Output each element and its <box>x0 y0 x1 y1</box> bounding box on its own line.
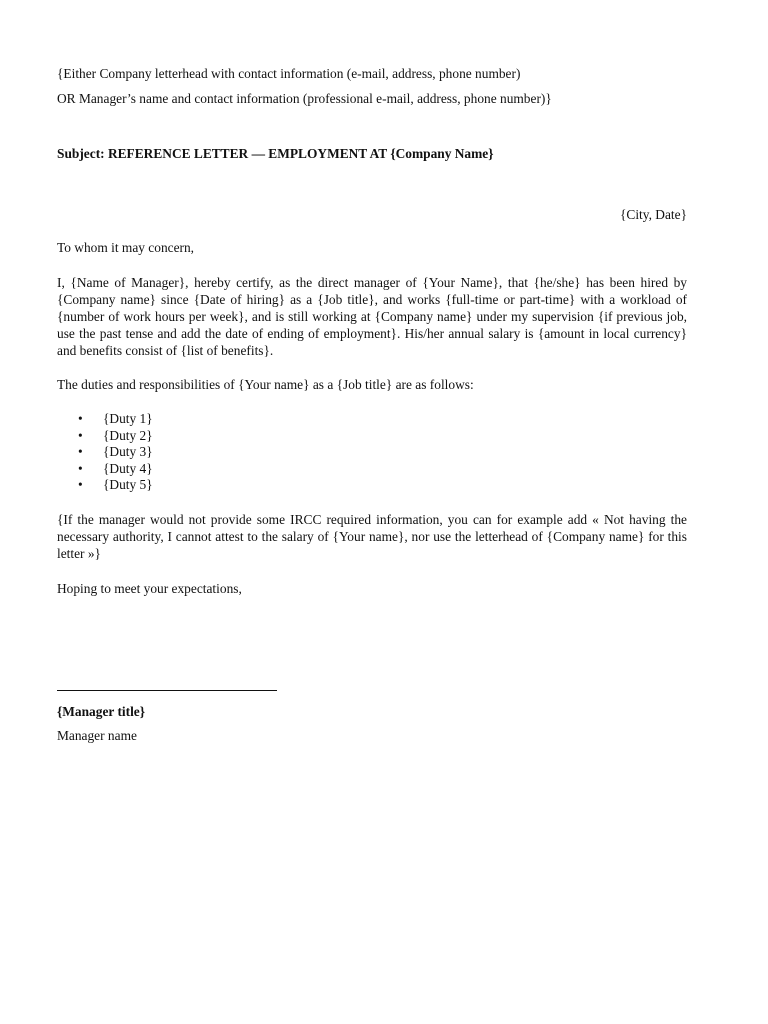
list-item <box>57 411 687 428</box>
bullet-icon: • <box>78 460 83 476</box>
letterhead-line-1: {Either Company letterhead with contact information (e-mail, address, phone number) <box>57 66 521 81</box>
bullet-icon: • <box>78 444 83 459</box>
list-item <box>57 477 687 494</box>
city-date: {City, Date} <box>619 207 687 222</box>
letterhead-line-2: OR Manager’s name and contact information (professional e-mail, address, phone number)} <box>57 91 552 106</box>
bullet-icon: • <box>78 477 83 492</box>
bullet-icon: • <box>78 427 83 443</box>
list-item <box>57 461 687 478</box>
list-item <box>57 428 687 445</box>
closing-line: Hoping to meet your expectations, <box>57 580 242 596</box>
subject-line: Subject: REFERENCE LETTER — EMPLOYMENT AT {Company Name} <box>57 146 494 161</box>
duty-text: {Duty 1} <box>103 411 153 426</box>
duty-text: {Duty 2} <box>103 427 153 443</box>
ircc-note-paragraph: {If the manager would not provide some IRCC required information, you can for example add « Not having the necessary authority, I cannot attest to the salary of {Your name}, nor use the letterhead of {Company name} for this letter »} <box>57 511 687 561</box>
duty-text: {Duty 4} <box>103 460 153 476</box>
salutation: To whom it may concern, <box>57 240 195 255</box>
duties-intro: The duties and responsibilities of {Your name} as a {Job title} are as follows: <box>57 377 474 392</box>
certification-paragraph: I, {Name of Manager}, hereby certify, as the direct manager of {Your Name}, that {he/she} has been hired by {Company name} since {Date of hiring} as a {Job title}, and works {full-time or part-time} with a workload of {number of work hours per week}, and is still working at {Company name} under my supervision {if previous job, use the past tense and add the date of ending of employment}. His/her annual salary is {amount in local currency} and benefits consist of {list of benefits}. <box>57 275 687 358</box>
reference-letter <box>57 65 687 744</box>
duties-list <box>57 411 687 494</box>
manager-name: Manager name <box>57 727 137 743</box>
duty-text: {Duty 3} <box>103 444 153 459</box>
manager-title: {Manager title} <box>57 703 146 719</box>
duty-text: {Duty 5} <box>103 477 153 492</box>
signature-line <box>57 690 277 691</box>
list-item <box>57 444 687 461</box>
bullet-icon: • <box>78 411 83 426</box>
